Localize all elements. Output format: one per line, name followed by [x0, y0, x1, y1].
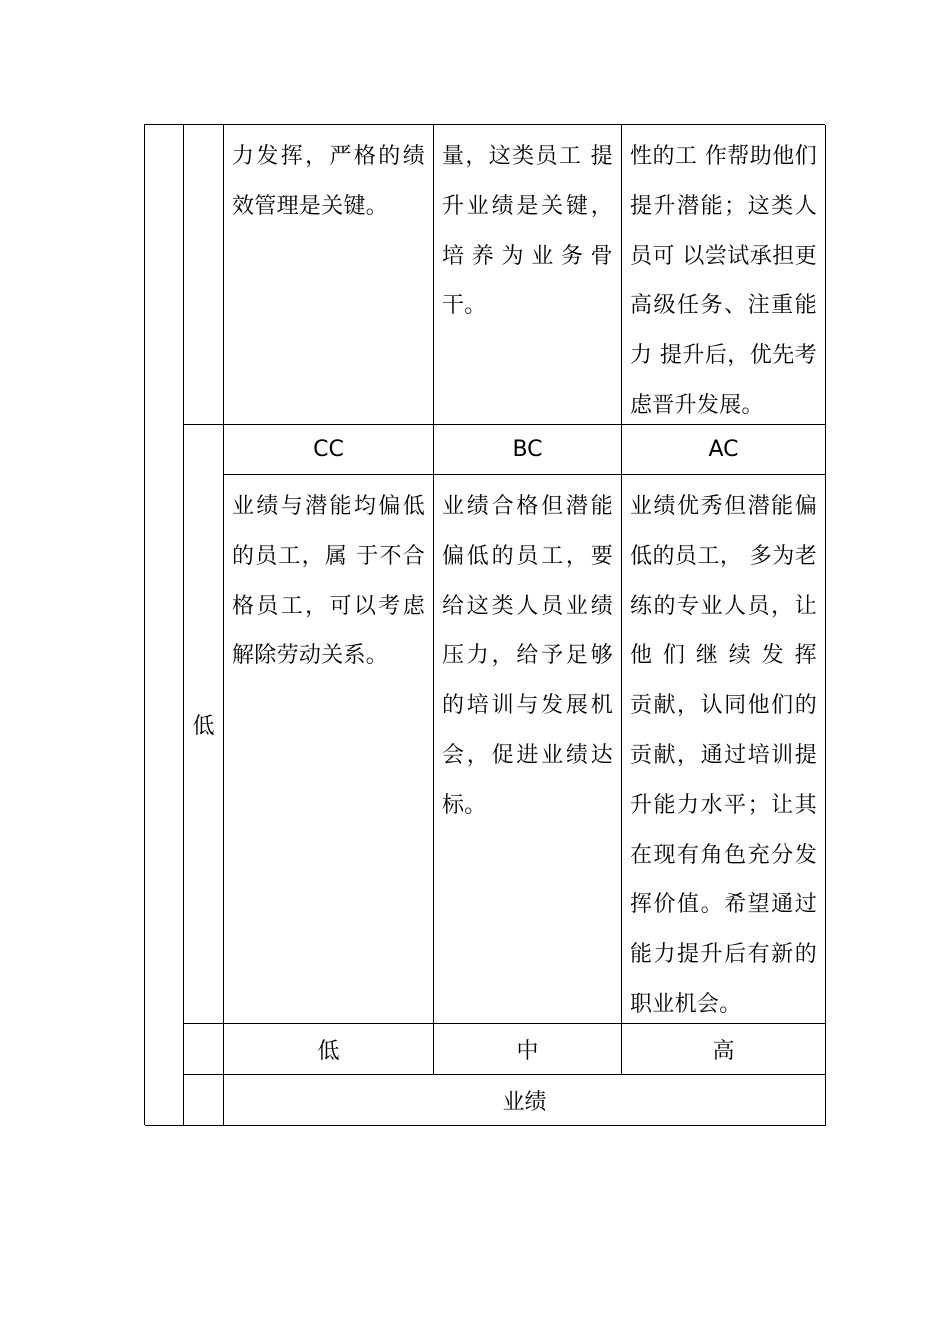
empty-label-cell-levels — [184, 1024, 224, 1075]
performance-level-high: 高 — [622, 1024, 826, 1075]
description-ac: 业绩优秀但潜能偏低的员工， 多为老练的专业人员，让他 们 继 续 发 挥 贡献，认同他们的贡献，通过培训提升能力水平；让其在现有角色充分发挥价值。希望通过能力提升后有新的职业机会。 — [622, 475, 826, 1024]
description-bc: 业绩合格但潜能偏低的员工，要给这类人员业绩压力，给予足够的培训与发展机会，促进业绩达标。 — [434, 475, 622, 1024]
performance-level-mid: 中 — [434, 1024, 622, 1075]
top-cell-mid: 量，这类员工 提升业绩是关键，培 养 为 业 务 骨干。 — [434, 125, 622, 425]
top-cell-high: 性的工 作帮助他们提升潜能；这类人员可 以尝试承担更高级任务、注重能力 提升后，优先考虑晋升发展。 — [622, 125, 826, 425]
potential-low-label: 低 — [184, 425, 224, 1024]
code-ac: AC — [622, 425, 826, 475]
empty-label-cell-axis — [184, 1075, 224, 1126]
performance-axis-label: 业绩 — [224, 1075, 826, 1126]
description-cc: 业绩与潜能均偏低的员工，属 于不合格员工，可以考虑解除劳动关系。 — [224, 475, 434, 1024]
performance-level-low: 低 — [224, 1024, 434, 1075]
top-cell-low: 力发挥，严格的绩效管理是关键。 — [224, 125, 434, 425]
outer-axis-column — [145, 125, 184, 1126]
code-cc: CC — [224, 425, 434, 475]
potential-label-cell-top — [184, 125, 224, 425]
talent-matrix-table — [144, 124, 825, 1125]
code-bc: BC — [434, 425, 622, 475]
